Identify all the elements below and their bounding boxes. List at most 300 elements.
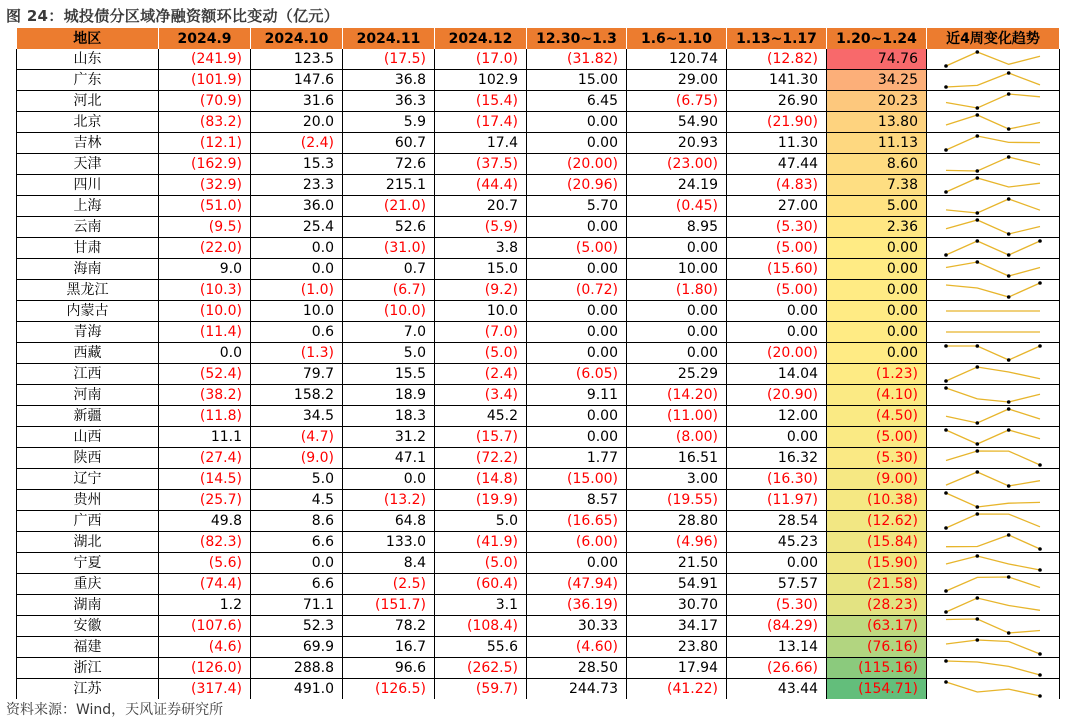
value-cell: (19.55) — [627, 490, 727, 511]
header-week-0113: 1.13~1.17 — [727, 28, 827, 49]
table-row — [17, 217, 1060, 238]
value-cell: (12.1) — [159, 133, 251, 154]
value-cell: (101.9) — [159, 70, 251, 91]
net-financing-table — [16, 28, 1060, 699]
table-row — [17, 679, 1060, 700]
value-cell: 16.32 — [727, 448, 827, 469]
sparkline-high-point — [944, 344, 948, 348]
trend-sparkline-cell — [927, 343, 1060, 364]
sparkline-high-point — [976, 218, 980, 222]
heat-value-cell: 5.00 — [827, 196, 927, 217]
sparkline-low-point — [944, 379, 948, 383]
value-cell: (20.96) — [527, 175, 627, 196]
value-cell: (11.97) — [727, 490, 827, 511]
value-cell: 244.73 — [527, 679, 627, 700]
sparkline-low-point — [944, 148, 948, 152]
header-region: 地区 — [17, 28, 159, 49]
value-cell: 6.6 — [251, 532, 343, 553]
value-cell: (20.90) — [727, 385, 827, 406]
value-cell: 17.4 — [435, 133, 527, 154]
value-cell: 36.3 — [343, 91, 435, 112]
trend-sparkline — [943, 49, 1043, 69]
trend-sparkline-cell — [927, 574, 1060, 595]
trend-sparkline-cell — [927, 322, 1060, 343]
region-cell: 湖南 — [17, 595, 159, 616]
sparkline-line — [946, 682, 1040, 696]
trend-sparkline — [943, 406, 1043, 426]
table-row — [17, 343, 1060, 364]
sparkline-low-point — [944, 85, 948, 89]
trend-sparkline-cell — [927, 679, 1060, 700]
value-cell: 0.00 — [527, 427, 627, 448]
sparkline-low-point — [1038, 463, 1042, 467]
table-row — [17, 553, 1060, 574]
heat-value-cell: 13.80 — [827, 112, 927, 133]
value-cell: 47.1 — [343, 448, 435, 469]
sparkline-line — [946, 283, 1040, 297]
value-cell: 78.2 — [343, 616, 435, 637]
value-cell: 0.0 — [159, 343, 251, 364]
header-2024-12: 2024.12 — [435, 28, 527, 49]
region-cell: 河北 — [17, 91, 159, 112]
value-cell: 14.04 — [727, 364, 827, 385]
heat-value-cell: (15.90) — [827, 553, 927, 574]
sparkline-line — [946, 178, 1040, 192]
value-cell: (5.0) — [435, 343, 527, 364]
value-cell: 25.4 — [251, 217, 343, 238]
sparkline-high-point — [944, 428, 948, 432]
value-cell: (0.72) — [527, 280, 627, 301]
heat-value-cell: 8.60 — [827, 154, 927, 175]
table-row — [17, 364, 1060, 385]
value-cell: 25.29 — [627, 364, 727, 385]
value-cell: (8.00) — [627, 427, 727, 448]
sparkline-line — [946, 157, 1040, 171]
table-row — [17, 616, 1060, 637]
trend-sparkline — [943, 322, 1043, 342]
value-cell: (20.00) — [527, 154, 627, 175]
trend-sparkline — [943, 469, 1043, 489]
sparkline-low-point — [1038, 694, 1042, 698]
value-cell: 72.6 — [343, 154, 435, 175]
region-cell: 青海 — [17, 322, 159, 343]
trend-sparkline — [943, 343, 1043, 363]
table-row — [17, 574, 1060, 595]
trend-sparkline-cell — [927, 217, 1060, 238]
value-cell: (25.7) — [159, 490, 251, 511]
header-trend: 近4周变化趋势 — [927, 28, 1060, 49]
sparkline-line — [946, 661, 1040, 675]
sparkline-high-point — [944, 491, 948, 495]
region-cell: 山西 — [17, 427, 159, 448]
value-cell: (51.0) — [159, 196, 251, 217]
value-cell: (6.75) — [627, 91, 727, 112]
sparkline-low-point — [1007, 274, 1011, 278]
value-cell: (5.30) — [727, 595, 827, 616]
value-cell: 47.44 — [727, 154, 827, 175]
sparkline-high-point — [1007, 575, 1011, 579]
figure-title: 图 24：城投债分区域净融资额环比变动（亿元） — [6, 7, 339, 25]
region-cell: 宁夏 — [17, 553, 159, 574]
trend-sparkline — [943, 553, 1043, 573]
value-cell: 0.00 — [727, 322, 827, 343]
sparkline-high-point — [976, 176, 980, 180]
value-cell: 9.11 — [527, 385, 627, 406]
value-cell: 0.00 — [527, 343, 627, 364]
sparkline-high-point — [976, 344, 980, 348]
trend-sparkline — [943, 574, 1043, 594]
value-cell: 0.00 — [727, 301, 827, 322]
sparkline-high-point — [1007, 407, 1011, 411]
sparkline-low-point — [1007, 253, 1011, 257]
table-row — [17, 280, 1060, 301]
value-cell: (17.5) — [343, 49, 435, 70]
trend-sparkline — [943, 532, 1043, 552]
value-cell: (16.65) — [527, 511, 627, 532]
sparkline-high-point — [1038, 344, 1042, 348]
sparkline-line — [946, 598, 1040, 612]
value-cell: (74.4) — [159, 574, 251, 595]
value-cell: 29.00 — [627, 70, 727, 91]
sparkline-high-point — [976, 50, 980, 54]
value-cell: 52.3 — [251, 616, 343, 637]
value-cell: 20.0 — [251, 112, 343, 133]
value-cell: (14.8) — [435, 469, 527, 490]
table-row — [17, 427, 1060, 448]
region-cell: 山东 — [17, 49, 159, 70]
sparkline-low-point — [976, 106, 980, 110]
sparkline-line — [946, 367, 1040, 381]
value-cell: (23.00) — [627, 154, 727, 175]
value-cell: 43.44 — [727, 679, 827, 700]
value-cell: 45.2 — [435, 406, 527, 427]
value-cell: 10.0 — [251, 301, 343, 322]
sparkline-high-point — [976, 638, 980, 642]
heat-value-cell: 0.00 — [827, 301, 927, 322]
sparkline-high-point — [976, 365, 980, 369]
trend-sparkline-cell — [927, 616, 1060, 637]
value-cell: 60.7 — [343, 133, 435, 154]
region-cell: 上海 — [17, 196, 159, 217]
region-cell: 海南 — [17, 259, 159, 280]
sparkline-high-point — [944, 680, 948, 684]
sparkline-line — [946, 115, 1040, 129]
sparkline-low-point — [1038, 652, 1042, 656]
region-cell: 陕西 — [17, 448, 159, 469]
sparkline-line — [946, 430, 1040, 444]
table-row — [17, 70, 1060, 91]
region-cell: 广东 — [17, 70, 159, 91]
value-cell: 491.0 — [251, 679, 343, 700]
sparkline-high-point — [1007, 428, 1011, 432]
region-cell: 河南 — [17, 385, 159, 406]
value-cell: (14.5) — [159, 469, 251, 490]
region-cell: 四川 — [17, 175, 159, 196]
table-row — [17, 259, 1060, 280]
value-cell: (4.7) — [251, 427, 343, 448]
value-cell: 71.1 — [251, 595, 343, 616]
trend-sparkline-cell — [927, 49, 1060, 70]
trend-sparkline-cell — [927, 658, 1060, 679]
value-cell: 0.0 — [251, 238, 343, 259]
value-cell: 69.9 — [251, 637, 343, 658]
sparkline-low-point — [1038, 547, 1042, 551]
value-cell: 57.57 — [727, 574, 827, 595]
value-cell: 96.6 — [343, 658, 435, 679]
trend-sparkline — [943, 448, 1043, 468]
header-week-0106: 1.6~1.10 — [627, 28, 727, 49]
trend-sparkline-cell — [927, 196, 1060, 217]
value-cell: 17.94 — [627, 658, 727, 679]
value-cell: 102.9 — [435, 70, 527, 91]
value-cell: 141.30 — [727, 70, 827, 91]
table-row — [17, 49, 1060, 70]
region-cell: 安徽 — [17, 616, 159, 637]
sparkline-high-point — [1007, 155, 1011, 159]
trend-sparkline — [943, 70, 1043, 90]
value-cell: (22.0) — [159, 238, 251, 259]
value-cell: (5.30) — [727, 217, 827, 238]
value-cell: 133.0 — [343, 532, 435, 553]
value-cell: 0.00 — [527, 259, 627, 280]
value-cell: 0.00 — [527, 133, 627, 154]
table-row — [17, 238, 1060, 259]
trend-sparkline — [943, 196, 1043, 216]
value-cell: (21.0) — [343, 196, 435, 217]
value-cell: 31.6 — [251, 91, 343, 112]
table-row — [17, 196, 1060, 217]
sparkline-line — [946, 472, 1040, 486]
region-cell: 北京 — [17, 112, 159, 133]
value-cell: 3.1 — [435, 595, 527, 616]
value-cell: (5.00) — [727, 280, 827, 301]
value-cell: 0.00 — [527, 553, 627, 574]
value-cell: (6.00) — [527, 532, 627, 553]
value-cell: 34.5 — [251, 406, 343, 427]
value-cell: 13.14 — [727, 637, 827, 658]
value-cell: 10.0 — [435, 301, 527, 322]
value-cell: 0.00 — [527, 322, 627, 343]
value-cell: 18.9 — [343, 385, 435, 406]
trend-sparkline — [943, 217, 1043, 237]
value-cell: (38.2) — [159, 385, 251, 406]
value-cell: 52.6 — [343, 217, 435, 238]
trend-sparkline-cell — [927, 70, 1060, 91]
value-cell: 0.0 — [251, 259, 343, 280]
value-cell: 31.2 — [343, 427, 435, 448]
sparkline-high-point — [976, 134, 980, 138]
trend-sparkline-cell — [927, 364, 1060, 385]
region-cell: 云南 — [17, 217, 159, 238]
value-cell: (5.00) — [527, 238, 627, 259]
value-cell: (1.0) — [251, 280, 343, 301]
table-row — [17, 154, 1060, 175]
sparkline-low-point — [944, 610, 948, 614]
sparkline-high-point — [976, 449, 980, 453]
sparkline-line — [946, 199, 1040, 213]
value-cell: (108.4) — [435, 616, 527, 637]
value-cell: 15.5 — [343, 364, 435, 385]
sparkline-low-point — [944, 253, 948, 257]
heat-value-cell: (115.16) — [827, 658, 927, 679]
sparkline-high-point — [944, 659, 948, 663]
trend-sparkline — [943, 301, 1043, 321]
value-cell: 5.0 — [343, 343, 435, 364]
sparkline-line — [946, 388, 1040, 402]
value-cell: (16.30) — [727, 469, 827, 490]
value-cell: 28.80 — [627, 511, 727, 532]
value-cell: (4.96) — [627, 532, 727, 553]
value-cell: (9.2) — [435, 280, 527, 301]
trend-sparkline — [943, 490, 1043, 510]
trend-sparkline-cell — [927, 490, 1060, 511]
sparkline-high-point — [1007, 71, 1011, 75]
value-cell: 0.00 — [527, 406, 627, 427]
sparkline-low-point — [976, 211, 980, 215]
sparkline-line — [946, 640, 1040, 654]
heat-value-cell: (154.71) — [827, 679, 927, 700]
value-cell: (31.82) — [527, 49, 627, 70]
value-cell: (32.9) — [159, 175, 251, 196]
value-cell: (5.6) — [159, 553, 251, 574]
value-cell: 24.19 — [627, 175, 727, 196]
value-cell: 11.30 — [727, 133, 827, 154]
trend-sparkline-cell — [927, 91, 1060, 112]
trend-sparkline-cell — [927, 637, 1060, 658]
value-cell: 0.00 — [627, 343, 727, 364]
value-cell: (21.90) — [727, 112, 827, 133]
value-cell: 0.00 — [627, 238, 727, 259]
value-cell: (13.2) — [343, 490, 435, 511]
value-cell: (15.7) — [435, 427, 527, 448]
sparkline-low-point — [944, 64, 948, 68]
region-cell: 天津 — [17, 154, 159, 175]
sparkline-low-point — [1007, 358, 1011, 362]
trend-sparkline — [943, 112, 1043, 132]
sparkline-low-point — [1007, 127, 1011, 131]
trend-sparkline — [943, 364, 1043, 384]
value-cell: (15.60) — [727, 259, 827, 280]
value-cell: 3.8 — [435, 238, 527, 259]
heat-value-cell: 20.23 — [827, 91, 927, 112]
heat-value-cell: (9.00) — [827, 469, 927, 490]
region-cell: 湖北 — [17, 532, 159, 553]
trend-sparkline — [943, 679, 1043, 699]
value-cell: 64.8 — [343, 511, 435, 532]
value-cell: 0.00 — [527, 301, 627, 322]
sparkline-low-point — [1007, 232, 1011, 236]
value-cell: 28.50 — [527, 658, 627, 679]
value-cell: 21.50 — [627, 553, 727, 574]
value-cell: 1.77 — [527, 448, 627, 469]
table-row — [17, 469, 1060, 490]
value-cell: 23.80 — [627, 637, 727, 658]
value-cell: 4.5 — [251, 490, 343, 511]
value-cell: 123.5 — [251, 49, 343, 70]
heat-value-cell: (5.30) — [827, 448, 927, 469]
value-cell: (60.4) — [435, 574, 527, 595]
value-cell: 16.7 — [343, 637, 435, 658]
trend-sparkline — [943, 175, 1043, 195]
heat-value-cell: (1.23) — [827, 364, 927, 385]
value-cell: 54.91 — [627, 574, 727, 595]
header-row — [17, 28, 1060, 49]
trend-sparkline — [943, 427, 1043, 447]
value-cell: 34.17 — [627, 616, 727, 637]
table-row — [17, 112, 1060, 133]
heat-value-cell: 0.00 — [827, 238, 927, 259]
value-cell: (5.9) — [435, 217, 527, 238]
sparkline-line — [946, 409, 1040, 423]
trend-sparkline — [943, 616, 1043, 636]
value-cell: (317.4) — [159, 679, 251, 700]
value-cell: (72.2) — [435, 448, 527, 469]
value-cell: (1.80) — [627, 280, 727, 301]
sparkline-high-point — [976, 554, 980, 558]
value-cell: (10.0) — [343, 301, 435, 322]
table-row — [17, 175, 1060, 196]
trend-sparkline-cell — [927, 448, 1060, 469]
table-row — [17, 511, 1060, 532]
sparkline-low-point — [1007, 631, 1011, 635]
region-cell: 贵州 — [17, 490, 159, 511]
value-cell: (5.0) — [435, 553, 527, 574]
sparkline-low-point — [976, 505, 980, 509]
value-cell: (82.3) — [159, 532, 251, 553]
value-cell: 8.57 — [527, 490, 627, 511]
value-cell: 79.7 — [251, 364, 343, 385]
value-cell: (17.0) — [435, 49, 527, 70]
sparkline-high-point — [976, 512, 980, 516]
value-cell: (41.22) — [627, 679, 727, 700]
value-cell: (10.0) — [159, 301, 251, 322]
value-cell: (126.0) — [159, 658, 251, 679]
value-cell: 11.1 — [159, 427, 251, 448]
table-row — [17, 637, 1060, 658]
value-cell: (241.9) — [159, 49, 251, 70]
sparkline-line — [946, 451, 1040, 465]
sparkline-high-point — [944, 386, 948, 390]
value-cell: 215.1 — [343, 175, 435, 196]
sparkline-low-point — [1007, 295, 1011, 299]
value-cell: (10.3) — [159, 280, 251, 301]
sparkline-high-point — [976, 113, 980, 117]
value-cell: 0.7 — [343, 259, 435, 280]
table-row — [17, 595, 1060, 616]
sparkline-high-point — [976, 470, 980, 474]
heat-value-cell: (4.10) — [827, 385, 927, 406]
table-row — [17, 406, 1060, 427]
table-row — [17, 91, 1060, 112]
value-cell: (4.83) — [727, 175, 827, 196]
value-cell: (44.4) — [435, 175, 527, 196]
value-cell: 10.00 — [627, 259, 727, 280]
value-cell: 0.00 — [727, 553, 827, 574]
value-cell: 5.70 — [527, 196, 627, 217]
value-cell: (36.19) — [527, 595, 627, 616]
value-cell: (162.9) — [159, 154, 251, 175]
value-cell: (2.4) — [435, 364, 527, 385]
trend-sparkline-cell — [927, 301, 1060, 322]
value-cell: (126.5) — [343, 679, 435, 700]
value-cell: (11.4) — [159, 322, 251, 343]
trend-sparkline — [943, 385, 1043, 405]
value-cell: 20.7 — [435, 196, 527, 217]
sparkline-high-point — [1038, 281, 1042, 285]
value-cell: 0.0 — [251, 553, 343, 574]
region-cell: 甘肃 — [17, 238, 159, 259]
sparkline-high-point — [1007, 197, 1011, 201]
